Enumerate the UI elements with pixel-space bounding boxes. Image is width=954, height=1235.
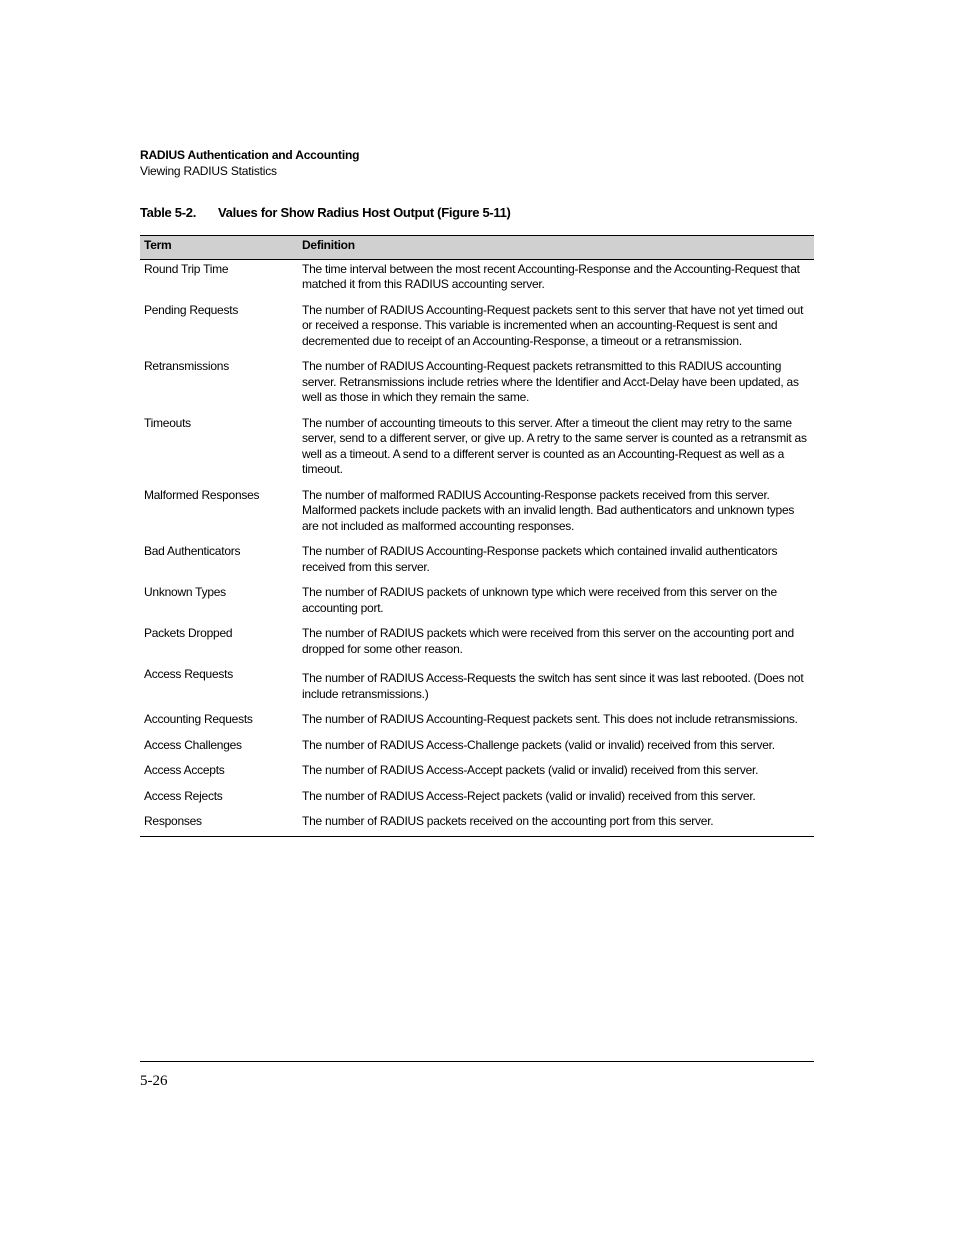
- definition-cell: The number of RADIUS Accounting-Response packets which contained invalid authenticators received from this server.: [302, 544, 778, 574]
- term-cell: Timeouts: [144, 415, 191, 430]
- section-title: Viewing RADIUS Statistics: [140, 164, 277, 178]
- column-header-term: Term: [140, 236, 298, 260]
- table-row: [140, 665, 814, 710]
- term-cell: Retransmissions: [144, 359, 229, 373]
- table-row: [140, 812, 814, 836]
- definition-cell: The number of RADIUS Access-Requests the switch has sent since it was last rebooted. (Does not include retransmissions.): [302, 671, 804, 701]
- term-cell: Malformed Responses: [144, 487, 260, 502]
- table-row: [140, 414, 814, 486]
- page-number: 5-26: [140, 1073, 168, 1089]
- table-title: Values for Show Radius Host Output (Figure 5-11): [218, 205, 511, 220]
- term-cell: Unknown Types: [144, 585, 226, 599]
- table-row: [140, 259, 814, 301]
- term-cell: Accounting Requests: [144, 712, 253, 726]
- definition-cell: The time interval between the most recent Accounting-Response and the Accounting-Request that matched it from this RADIUS accounting server.: [302, 261, 800, 291]
- definition-cell: The number of RADIUS packets which were received from this server on the accounting port and dropped for some other reason.: [302, 626, 794, 656]
- term-cell: Packets Dropped: [144, 626, 233, 640]
- term-cell: Pending Requests: [144, 302, 239, 317]
- table-row: [140, 624, 814, 665]
- values-table: [140, 235, 814, 837]
- definition-cell: The number of RADIUS Access-Accept packets (valid or invalid) received from this server.: [302, 763, 759, 777]
- definition-cell: The number of malformed RADIUS Accounting-Response packets received from this server. Malformed packets include packets with an invalid length. Bad authenticators and unknown types are not included as malformed accounting responses.: [302, 487, 795, 533]
- definition-cell: The number of RADIUS Access-Reject packets (valid or invalid) received from this server.: [302, 788, 756, 803]
- table-row: [140, 583, 814, 624]
- term-cell: Access Challenges: [144, 737, 242, 752]
- table-row: [140, 486, 814, 543]
- footer-rule: [140, 1061, 814, 1062]
- term-cell: Bad Authenticators: [144, 544, 241, 558]
- table-caption: [140, 204, 511, 222]
- running-header: [140, 147, 359, 179]
- definition-cell: The number of RADIUS packets received on the accounting port from this server.: [298, 812, 814, 836]
- table-row: [140, 761, 814, 787]
- definition-cell: The number of RADIUS Access-Challenge packets (valid or invalid) received from this server.: [302, 737, 775, 752]
- table-row: [140, 542, 814, 583]
- table-row: [140, 301, 814, 358]
- table-row: [140, 787, 814, 813]
- table-row: [140, 736, 814, 762]
- term-cell: Access Accepts: [144, 763, 225, 777]
- term-cell: Access Rejects: [144, 788, 223, 803]
- column-header-definition: Definition: [298, 236, 814, 260]
- table-header-row: [140, 236, 814, 260]
- definition-cell: The number of RADIUS Accounting-Request packets sent to this server that have not yet timed out or received a response. This variable is incremented when an accounting-Request is sent and decremented due to receipt of an Accounting-Response, a timeout or a retransmission.: [302, 302, 804, 348]
- term-cell: Responses: [140, 812, 298, 836]
- term-cell: Round Trip Time: [144, 261, 229, 276]
- table-row: [140, 357, 814, 414]
- term-cell: Access Requests: [144, 667, 233, 681]
- table-row: [140, 710, 814, 736]
- table-number: Table 5-2.: [140, 205, 197, 220]
- definition-cell: The number of RADIUS Accounting-Request packets retransmitted to this RADIUS accounting server. Retransmissions include retries where the Identifier and Acct-Delay have been updated, as well as those in which they remain the same.: [302, 359, 799, 404]
- definition-cell: The number of RADIUS Accounting-Request packets sent. This does not include retransmissions.: [302, 712, 798, 726]
- chapter-title: RADIUS Authentication and Accounting: [140, 148, 360, 162]
- definition-cell: The number of RADIUS packets of unknown type which were received from this server on the accounting port.: [302, 585, 777, 615]
- definition-cell: The number of accounting timeouts to this server. After a timeout the client may retry to the same server, send to a different server, or give up. A retry to the same server is counted as a retransmit as well as a timeout. A send to a different server is counted as an Accounting-Request as well as a timeout.: [302, 415, 807, 476]
